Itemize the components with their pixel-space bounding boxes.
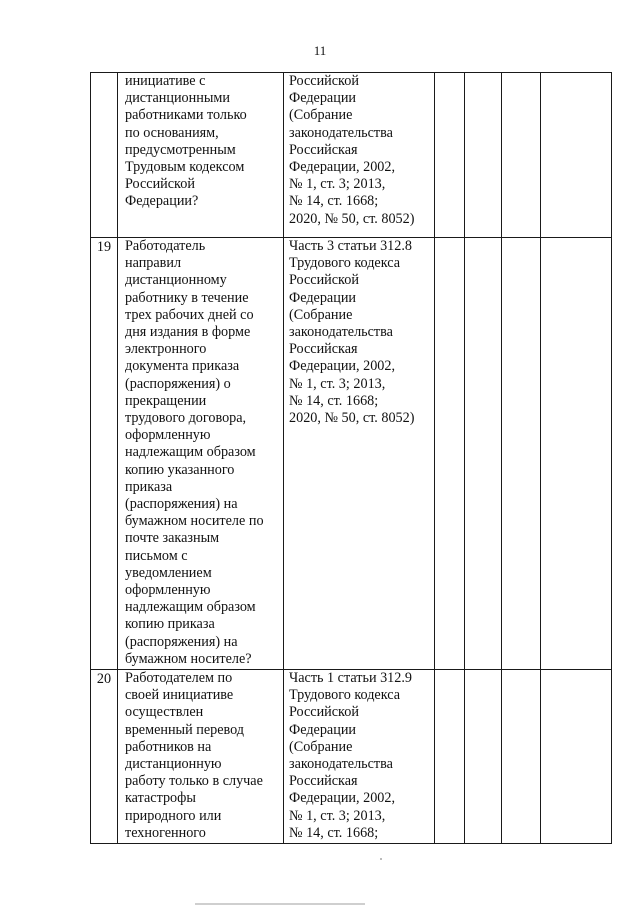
question-line: по основаниям, bbox=[125, 124, 219, 141]
reference-line: № 1, ст. 3; 2013, bbox=[289, 807, 386, 824]
table-row bbox=[91, 238, 612, 670]
row-number bbox=[91, 73, 118, 238]
answer-cell-not-applicable[interactable] bbox=[502, 670, 541, 844]
question-cell bbox=[118, 238, 284, 670]
question-line: работниками только bbox=[125, 107, 247, 124]
reference-line: № 14, ст. 1668; bbox=[289, 193, 379, 210]
reference-line: законодательства bbox=[289, 124, 393, 141]
answer-cell-not-applicable[interactable] bbox=[502, 238, 541, 670]
reference-line: Федерации bbox=[289, 289, 357, 306]
question-line: письмом с bbox=[125, 547, 188, 564]
page-number: 11 bbox=[313, 43, 327, 58]
reference-cell bbox=[284, 238, 435, 670]
reference-line: Трудового кодекса bbox=[289, 687, 401, 704]
answer-cell-no[interactable] bbox=[465, 73, 502, 238]
question-line: Российской bbox=[125, 176, 195, 193]
reference-line: (Собрание bbox=[289, 738, 353, 755]
question-line: прекращении bbox=[125, 392, 207, 409]
question-line: документа приказа bbox=[125, 358, 240, 375]
row-number: 20 bbox=[91, 670, 118, 844]
question-line: (распоряжения) на bbox=[125, 496, 238, 513]
question-line: уведомлением bbox=[125, 564, 212, 581]
question-cell bbox=[118, 670, 284, 844]
reference-line: № 1, ст. 3; 2013, bbox=[289, 375, 386, 392]
question-line: приказа bbox=[125, 478, 173, 495]
answer-cell-no[interactable] bbox=[465, 238, 502, 670]
question-line: дистанционную bbox=[125, 756, 222, 773]
answer-cell-no[interactable] bbox=[465, 670, 502, 844]
reference-line: Часть 3 статьи 312.8 bbox=[289, 238, 413, 254]
question-line: временный перевод bbox=[125, 721, 245, 738]
question-line: своей инициативе bbox=[125, 687, 234, 704]
reference-line: № 14, ст. 1668; bbox=[289, 392, 379, 409]
reference-line: Российская bbox=[289, 773, 358, 790]
question-line: бумажном носителе? bbox=[125, 650, 252, 667]
reference-line: Трудового кодекса bbox=[289, 255, 401, 272]
reference-line: (Собрание bbox=[289, 107, 353, 124]
question-line: техногенного bbox=[125, 824, 206, 841]
question-line: (распоряжения) на bbox=[125, 633, 238, 650]
question-line: (распоряжения) о bbox=[125, 375, 231, 392]
reference-line: Часть 1 статьи 312.9 bbox=[289, 670, 413, 686]
reference-line: Российской bbox=[289, 73, 359, 89]
question-line: работников на bbox=[125, 738, 212, 755]
question-line: почте заказным bbox=[125, 530, 220, 547]
answer-cell-yes[interactable] bbox=[435, 670, 465, 844]
reference-line: Российской bbox=[289, 704, 359, 721]
reference-line: Федерации, 2002, bbox=[289, 790, 396, 807]
answer-cell-yes[interactable] bbox=[435, 238, 465, 670]
question-line: дистанционными bbox=[125, 90, 230, 107]
question-line: инициативе с bbox=[125, 73, 206, 89]
answer-cell-not-applicable[interactable] bbox=[502, 73, 541, 238]
question-line: трех рабочих дней со bbox=[125, 306, 254, 323]
scan-artifact bbox=[380, 858, 382, 860]
table-row bbox=[91, 670, 612, 844]
reference-line: Федерации, 2002, bbox=[289, 159, 396, 176]
answer-cell-yes[interactable] bbox=[435, 73, 465, 238]
reference-line: законодательства bbox=[289, 324, 393, 341]
question-line: бумажном носителе по bbox=[125, 513, 264, 530]
question-line: надлежащим образом bbox=[125, 444, 256, 461]
question-line: дистанционному bbox=[125, 272, 227, 289]
question-line: Трудовым кодексом bbox=[125, 159, 245, 176]
question-line: направил bbox=[125, 255, 182, 272]
question-line: Федерации? bbox=[125, 193, 199, 210]
reference-line: Федерации bbox=[289, 90, 357, 107]
question-line: надлежащим образом bbox=[125, 599, 256, 616]
reference-line: законодательства bbox=[289, 756, 393, 773]
reference-cell bbox=[284, 670, 435, 844]
notes-cell[interactable] bbox=[541, 670, 612, 844]
reference-line: (Собрание bbox=[289, 306, 353, 323]
question-cell bbox=[118, 73, 284, 238]
checklist-table bbox=[90, 72, 612, 844]
notes-cell[interactable] bbox=[541, 238, 612, 670]
notes-cell[interactable] bbox=[541, 73, 612, 238]
reference-line: 2020, № 50, ст. 8052) bbox=[289, 210, 415, 227]
question-line: работнику в течение bbox=[125, 289, 249, 306]
question-line: оформленную bbox=[125, 427, 211, 444]
row-number: 19 bbox=[91, 238, 118, 670]
reference-line: 2020, № 50, ст. 8052) bbox=[289, 410, 415, 427]
question-line: природного или bbox=[125, 807, 222, 824]
reference-cell bbox=[284, 73, 435, 238]
reference-line: Российской bbox=[289, 272, 359, 289]
reference-line: Российская bbox=[289, 141, 358, 158]
question-line: Работодателем по bbox=[125, 670, 233, 686]
table-row bbox=[91, 73, 612, 238]
reference-line: № 1, ст. 3; 2013, bbox=[289, 176, 386, 193]
reference-line: Федерации bbox=[289, 721, 357, 738]
question-line: трудового договора, bbox=[125, 410, 247, 427]
question-line: дня издания в форме bbox=[125, 324, 251, 341]
reference-line: Российская bbox=[289, 341, 358, 358]
question-line: электронного bbox=[125, 341, 207, 358]
question-line: копию приказа bbox=[125, 616, 215, 633]
question-line: осуществлен bbox=[125, 704, 204, 721]
question-line: оформленную bbox=[125, 582, 211, 599]
question-line: работу только в случае bbox=[125, 773, 263, 790]
reference-line: Федерации, 2002, bbox=[289, 358, 396, 375]
question-line: предусмотренным bbox=[125, 141, 236, 158]
question-line: Работодатель bbox=[125, 238, 206, 254]
question-line: катастрофы bbox=[125, 790, 196, 807]
reference-line: № 14, ст. 1668; bbox=[289, 824, 379, 841]
question-line: копию указанного bbox=[125, 461, 235, 478]
